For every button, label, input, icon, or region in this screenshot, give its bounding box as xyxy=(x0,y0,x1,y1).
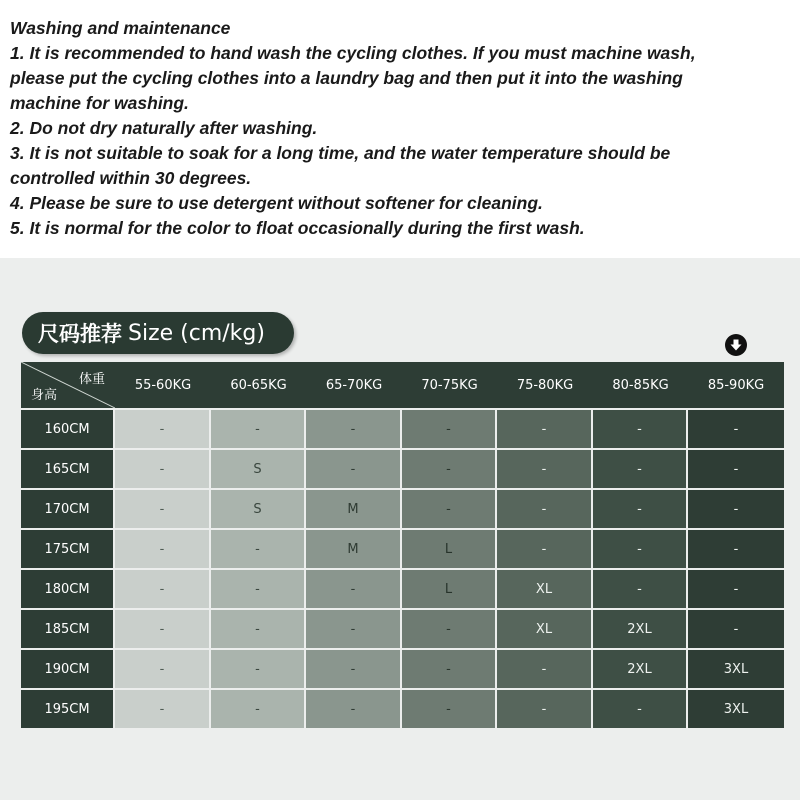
washing-line: 5. It is normal for the color to float occasionally during the first wash. xyxy=(10,218,585,238)
size-cell: - xyxy=(497,410,593,450)
size-cell: - xyxy=(115,570,211,610)
size-cell: 2XL xyxy=(593,610,688,650)
size-cell: - xyxy=(497,690,593,730)
size-recommendation-section xyxy=(0,258,800,800)
row-header-height: 165CM xyxy=(21,450,115,490)
size-cell: - xyxy=(593,490,688,530)
washing-line: 3. It is not suitable to soak for a long time, and the water temperature should be xyxy=(10,143,671,163)
washing-line: controlled within 30 degrees. xyxy=(10,168,252,188)
table-body xyxy=(21,410,784,730)
title-english: Size (cm/kg) xyxy=(128,320,265,346)
washing-line: 1. It is recommended to hand wash the cycling clothes. If you must machine wash, xyxy=(10,43,696,63)
size-cell: - xyxy=(211,570,306,610)
size-cell: - xyxy=(402,610,497,650)
size-cell: - xyxy=(497,530,593,570)
table-row xyxy=(21,490,784,530)
size-cell: - xyxy=(497,450,593,490)
washing-line: machine for washing. xyxy=(10,93,189,113)
size-cell: - xyxy=(211,650,306,690)
size-cell: S xyxy=(211,490,306,530)
washing-line: please put the cycling clothes into a laundry bag and then put it into the washing xyxy=(10,68,683,88)
size-cell: - xyxy=(402,690,497,730)
size-cell: - xyxy=(211,530,306,570)
table-row xyxy=(21,610,784,650)
size-cell: XL xyxy=(497,570,593,610)
corner-height-label: 身高 xyxy=(31,388,58,403)
size-cell: - xyxy=(688,610,784,650)
size-cell: - xyxy=(593,690,688,730)
size-cell: 3XL xyxy=(688,650,784,690)
row-header-height: 185CM xyxy=(21,610,115,650)
table-row xyxy=(21,530,784,570)
size-cell: - xyxy=(115,530,211,570)
size-cell: - xyxy=(688,570,784,610)
size-cell: L xyxy=(402,530,497,570)
size-cell: - xyxy=(115,410,211,450)
row-header-height: 190CM xyxy=(21,650,115,690)
size-cell: - xyxy=(115,690,211,730)
size-table xyxy=(21,362,784,730)
table-row xyxy=(21,690,784,730)
size-cell: XL xyxy=(497,610,593,650)
size-cell: - xyxy=(402,410,497,450)
size-cell: - xyxy=(115,650,211,690)
table-corner-cell xyxy=(21,362,115,410)
column-header-weight: 65-70KG xyxy=(306,362,402,410)
size-cell: - xyxy=(115,490,211,530)
row-header-height: 170CM xyxy=(21,490,115,530)
row-header-height: 195CM xyxy=(21,690,115,730)
size-cell: - xyxy=(306,450,402,490)
arrow-down-circle-icon xyxy=(725,334,747,356)
size-cell: - xyxy=(211,690,306,730)
size-cell: - xyxy=(593,410,688,450)
size-cell: - xyxy=(306,570,402,610)
row-header-height: 180CM xyxy=(21,570,115,610)
size-cell: - xyxy=(593,570,688,610)
size-cell: - xyxy=(115,450,211,490)
size-cell: L xyxy=(402,570,497,610)
column-header-weight: 85-90KG xyxy=(688,362,784,410)
title-chinese: 尺码推荐 xyxy=(38,322,122,346)
row-header-height: 175CM xyxy=(21,530,115,570)
size-cell: - xyxy=(306,410,402,450)
table-row xyxy=(21,650,784,690)
size-cell: - xyxy=(688,450,784,490)
washing-line: 4. Please be sure to use detergent without softener for cleaning. xyxy=(10,193,543,213)
size-cell: M xyxy=(306,490,402,530)
washing-heading: Washing and maintenance xyxy=(10,18,231,38)
washing-text xyxy=(0,0,800,241)
size-cell: - xyxy=(306,690,402,730)
size-cell: - xyxy=(688,410,784,450)
size-cell: - xyxy=(115,610,211,650)
size-cell: - xyxy=(306,650,402,690)
size-cell: - xyxy=(211,610,306,650)
size-cell: - xyxy=(402,650,497,690)
size-cell: - xyxy=(402,450,497,490)
table-row xyxy=(21,450,784,490)
size-cell: - xyxy=(688,490,784,530)
column-header-weight: 80-85KG xyxy=(593,362,688,410)
table-row xyxy=(21,570,784,610)
size-cell: - xyxy=(688,530,784,570)
table-header-row xyxy=(21,362,784,410)
column-header-weight: 70-75KG xyxy=(402,362,497,410)
size-cell: - xyxy=(402,490,497,530)
table-row xyxy=(21,410,784,450)
corner-weight-label: 体重 xyxy=(78,372,105,387)
column-header-weight: 60-65KG xyxy=(211,362,306,410)
size-table-wrapper xyxy=(21,362,784,730)
size-cell: M xyxy=(306,530,402,570)
size-cell: - xyxy=(593,450,688,490)
row-header-height: 160CM xyxy=(21,410,115,450)
size-cell: - xyxy=(497,650,593,690)
size-cell: 2XL xyxy=(593,650,688,690)
washing-line: 2. Do not dry naturally after washing. xyxy=(10,118,318,138)
size-cell: - xyxy=(593,530,688,570)
size-chart-title xyxy=(22,312,294,354)
size-cell: - xyxy=(497,490,593,530)
column-header-weight: 75-80KG xyxy=(497,362,593,410)
column-header-weight: 55-60KG xyxy=(115,362,211,410)
size-cell: - xyxy=(306,610,402,650)
size-cell: 3XL xyxy=(688,690,784,730)
washing-instructions xyxy=(0,0,800,258)
size-cell: - xyxy=(211,410,306,450)
size-cell: S xyxy=(211,450,306,490)
